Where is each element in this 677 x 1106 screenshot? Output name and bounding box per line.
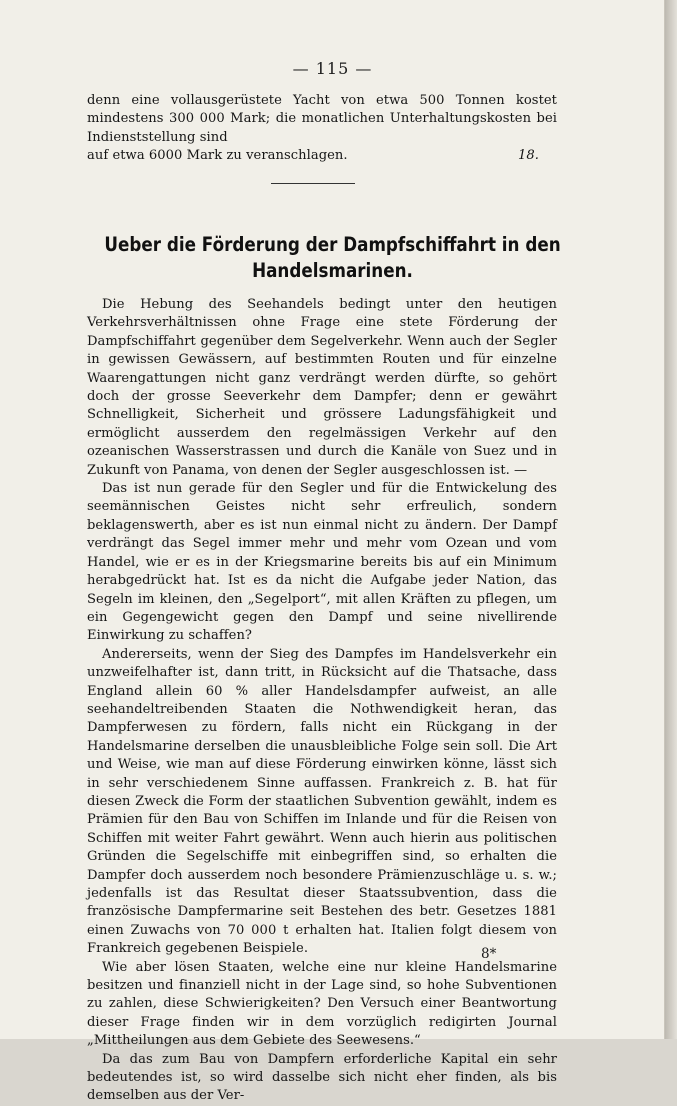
page-edge xyxy=(665,0,677,1039)
paragraph: Andererseits, wenn der Sieg des Dampfes im Handelsverkehr ein unzweifelhafter ist, dann tritt, in Rücksicht auf die Thatsache, dass England allein 60 % aller Handelsdampfer aufweist, an alle seehandeltreibenden Staaten die Nothwendigkeit heran, das Dampferwesen zu fördern, falls nicht ein Rückgang in der Handelsmarine derselben die unausbleibliche Folge sein soll. Die Art und Weise, wie man auf diese Förderung einwirken könne, lässt sich in sehr verschiedenem Sinne auffassen. Frankreich z. B. hat für diesen Zweck die Form der staatlichen Subvention gewählt, indem es Prämien für den Bau von Schiffen im Inlande und für die Reisen von Schiffen mit weiter Fahrt gewährt. Wenn auch hierin aus politischen Gründen die Segelschiffe mit einbegriffen sind, so erhalten die Dampfer doch ausserdem noch besondere Prämienzuschläge u. s. w.; jedenfalls ist das Resultat dieser Staatssubvention, dass die französische Dampfermarine seit Bestehen des betr. Gesetzes 1881 einen Zuwachs von 70 000 t erhalten hat. Italien folgt diesem von Frankreich gegebenen Beispiele. xyxy=(87,646,557,957)
page-number-header: — 115 — xyxy=(292,59,373,78)
continuation-paragraph xyxy=(87,92,557,166)
paragraph: Die Hebung des Seehandels bedingt unter den heutigen Verkehrsverhältnissen ohne Frage eine stete Förderung der Dampfschiffahrt gegenüber dem Segelverkehr. Wenn auch der Segler in gewissen Gewässern, auf bestimmten Routen und für einzelne Waarengattungen nicht ganz verdrängt werden dürfte, so gehört doch der grosse Seeverkehr dem Dampfer; denn er gewährt Schnelligkeit, Sicherheit und grössere Ladungsfähigkeit und ermöglicht ausserdem den regelmässigen Verkehr auf den ozeanischen Wasserstrassen und durch die Kanäle von Suez und in Zukunft von Panama, von denen der Segler ausgeschlossen ist. — xyxy=(87,297,557,478)
section-divider xyxy=(271,183,355,184)
article-title: Ueber die Förderung der Dampfschiffahrt in den Handelsmarinen. xyxy=(104,233,561,282)
continuation-last-line-text: auf etwa 6000 Mark zu veranschlagen. xyxy=(87,148,348,164)
paragraph: Da das zum Bau von Dampfern erforderliche Kapital ein sehr bedeutendes ist, so wird dasselbe sich nicht eher finden, als bis demselben aus der Ver- xyxy=(87,1051,557,1104)
continuation-text: denn eine vollausgerüstete Yacht von etwa 500 Tonnen kostet mindestens 300 000 Mark; die monatlichen Unterhaltungskosten bei Indienststellung sind xyxy=(87,93,557,145)
continuation-last-line xyxy=(87,147,557,165)
signature-mark: 8* xyxy=(481,946,497,962)
paragraph: Das ist nun gerade für den Segler und für die Entwickelung des seemännischen Geistes nicht sehr erfreulich, sondern beklagenswerth, aber es ist nun einmal nicht zu ändern. Der Dampf verdrängt das Segel immer mehr und mehr vom Ozean und vom Handel, wie er es in der Kriegsmarine bereits bis auf ein Minimum herabgedrückt hat. Ist es da nicht die Aufgabe jeder Nation, das Segeln im kleinen, den „Segelport“, mit allen Kräften zu pflegen, um ein Gegengewicht gegen den Dampf und seine nivellirende Einwirkung zu schaffen? xyxy=(87,481,557,644)
article-body xyxy=(87,296,557,1106)
paragraph: Wie aber lösen Staaten, welche eine nur kleine Handelsmarine besitzen und finanziell nicht in der Lage sind, so hohe Subventionen zu zahlen, diese Schwierigkeiten? Den Versuch einer Beantwortung dieser Frage finden wir in dem vorzüglich redigirten Journal „Mittheilungen aus dem Gebiete des Seewesens.“ xyxy=(87,959,557,1049)
reference-number: 18. xyxy=(518,148,539,164)
